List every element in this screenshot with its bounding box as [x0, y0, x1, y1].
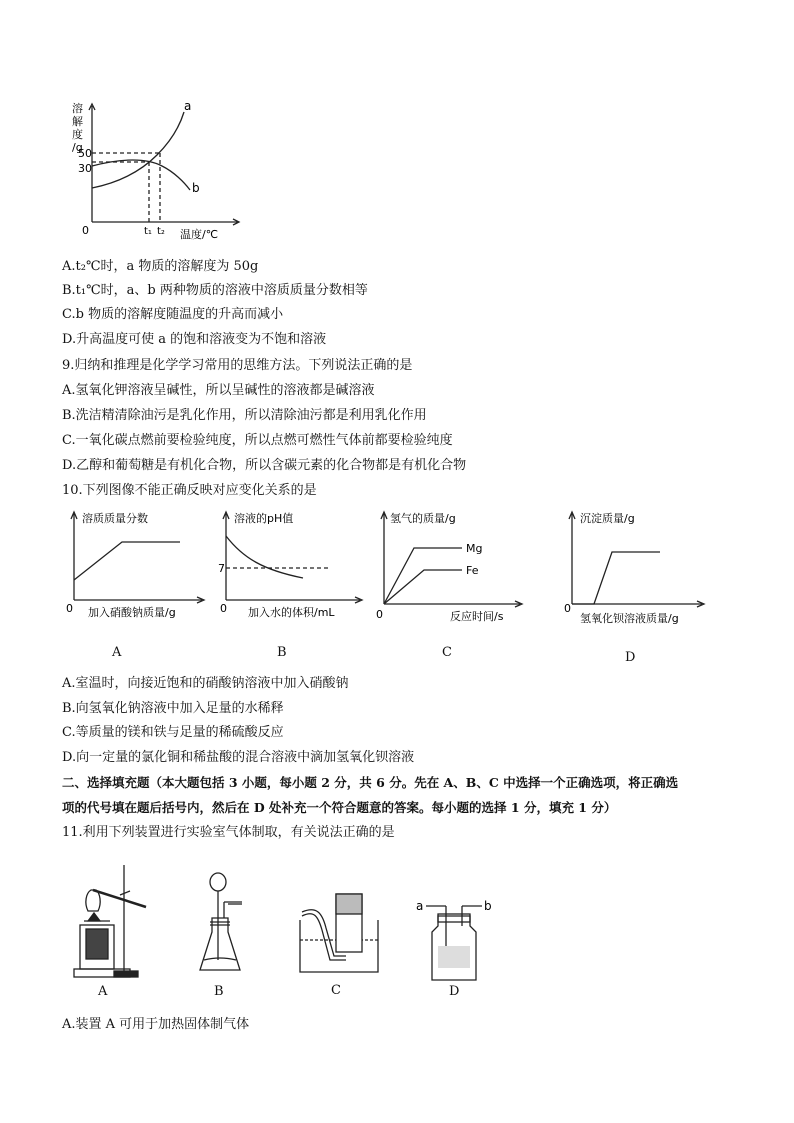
- graph-c-xlabel: 反应时间/s: [450, 610, 504, 623]
- graph-a-caption: A: [112, 645, 122, 660]
- graph-a-line: [74, 542, 180, 580]
- apparatus-b: [196, 870, 256, 982]
- x-tick-t2: t₂: [157, 226, 165, 237]
- y-label-2: 解: [72, 115, 83, 128]
- q8-option-d: D.升高温度可使 a 的饱和溶液变为不饱和溶液: [62, 332, 327, 347]
- graph-d: [560, 508, 720, 628]
- q11-option-a: A.装置 A 可用于加热固体制气体: [62, 1017, 250, 1032]
- section-2-heading-line2: 项的代号填在题后括号内，然后在 D 处补充一个符合题意的答案。每小题的选择 1 分，填充 1 分）: [62, 800, 617, 815]
- apparatus-d: [410, 896, 500, 986]
- graph-d-line: [572, 552, 660, 604]
- x-axis-label: 温度/℃: [180, 228, 219, 241]
- q9-option-a: A.氢氧化钾溶液呈碱性，所以呈碱性的溶液都是碱溶液: [62, 383, 375, 398]
- graph-c-caption: C: [442, 645, 452, 660]
- graph-c-mg-line: [384, 548, 462, 604]
- graph-b-xlabel: 加入水的体积/mL: [248, 606, 335, 619]
- apparatus-a-caption: A: [98, 984, 108, 999]
- solubility-curve-figure: [62, 100, 252, 245]
- graph-d-caption: D: [625, 650, 636, 665]
- graph-a-xlabel: 加入硝酸钠质量/g: [88, 606, 176, 619]
- x-tick-t1: t₁: [144, 226, 152, 237]
- port-a-label: a: [416, 899, 424, 913]
- y-tick-30: 30: [78, 162, 92, 175]
- curve-a-label: a: [184, 100, 192, 113]
- graph-a-origin: 0: [66, 602, 73, 615]
- graph-b-origin: 0: [220, 602, 227, 615]
- graph-b: [218, 508, 368, 623]
- graph-c-fe-line: [384, 570, 462, 604]
- y-label-1: 溶: [72, 102, 83, 115]
- q10-stem: 10.下列图像不能正确反映对应变化关系的是: [62, 483, 317, 498]
- apparatus-a: [66, 855, 166, 985]
- graph-b-caption: B: [277, 645, 287, 660]
- graph-a-ylabel: 溶质质量分数: [82, 512, 148, 525]
- q9-option-c: C.一氧化碳点燃前要检验纯度，所以点燃可燃性气体前都要检验纯度: [62, 433, 453, 448]
- y-tick-50: 50: [78, 147, 92, 160]
- graph-a: [62, 508, 212, 623]
- q10-option-d: D.向一定量的氯化铜和稀盐酸的混合溶液中滴加氢氧化钡溶液: [62, 750, 415, 765]
- q8-option-b: B.t₁℃时，a、b 两种物质的溶液中溶质质量分数相等: [62, 283, 368, 298]
- y-label-4: /g: [72, 141, 83, 154]
- section-2-heading-line1: 二、选择填充题（本大题包括 3 小题，每小题 2 分，共 6 分。先在 A、B、C 中选择一个正确选项，将正确选: [62, 775, 679, 790]
- graph-d-xlabel: 氢氧化钡溶液质量/g: [580, 612, 679, 625]
- graph-d-origin: 0: [564, 602, 571, 615]
- y-label-3: 度: [72, 128, 83, 141]
- graph-b-curve: [226, 536, 303, 578]
- apparatus-b-caption: B: [214, 984, 224, 999]
- apparatus-d-caption: D: [449, 984, 460, 999]
- graph-b-tick: 7: [218, 562, 225, 575]
- q9-option-d: D.乙醇和葡萄糖是有机化合物，所以含碳元素的化合物都是有机化合物: [62, 458, 467, 473]
- apparatus-c: [296, 892, 382, 982]
- q8-option-c: C.b 物质的溶解度随温度的升高而减小: [62, 307, 284, 322]
- q11-stem: 11.利用下列装置进行实验室气体制取，有关说法正确的是: [62, 825, 395, 840]
- curve-a: [92, 112, 184, 188]
- q8-option-a: A.t₂℃时，a 物质的溶解度为 50g: [62, 259, 259, 274]
- graph-c-series-mg: Mg: [466, 542, 483, 555]
- graph-c-series-fe: Fe: [466, 564, 479, 577]
- graph-d-ylabel: 沉淀质量/g: [580, 512, 635, 525]
- curve-b-label: b: [192, 181, 200, 195]
- q9-stem: 9.归纳和推理是化学学习常用的思维方法。下列说法正确的是: [62, 358, 413, 373]
- q10-option-a: A.室温时，向接近饱和的硝酸钠溶液中加入硝酸钠: [62, 676, 349, 691]
- graph-c-ylabel: 氢气的质量/g: [390, 512, 456, 525]
- graph-c: [374, 508, 524, 628]
- origin-label: 0: [82, 224, 89, 237]
- q10-option-c: C.等质量的镁和铁与足量的稀硫酸反应: [62, 725, 284, 740]
- curve-b: [92, 160, 190, 190]
- graph-b-ylabel: 溶液的pH值: [234, 512, 294, 525]
- graph-c-origin: 0: [376, 608, 383, 621]
- q10-option-b: B.向氢氧化钠溶液中加入足量的水稀释: [62, 701, 284, 716]
- apparatus-c-caption: C: [331, 983, 341, 998]
- port-b-label: b: [484, 899, 492, 913]
- q9-option-b: B.洗洁精清除油污是乳化作用，所以清除油污都是利用乳化作用: [62, 408, 427, 423]
